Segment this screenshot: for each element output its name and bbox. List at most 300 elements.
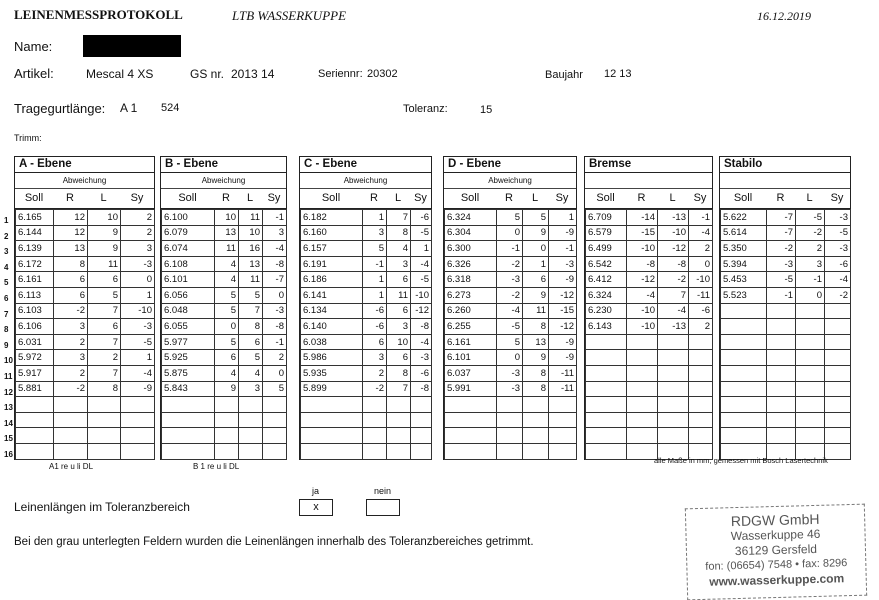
table-cell: -9 bbox=[549, 225, 577, 241]
section-subtitle: Abweichung bbox=[15, 173, 154, 189]
table-cell bbox=[215, 443, 239, 459]
table-cell bbox=[627, 412, 658, 428]
table-cell bbox=[54, 443, 88, 459]
table-row bbox=[445, 319, 577, 335]
table-row bbox=[16, 210, 155, 226]
table-cell: 6 bbox=[387, 272, 411, 288]
table-row bbox=[162, 428, 287, 444]
table-row bbox=[301, 365, 432, 381]
column-headers bbox=[300, 189, 431, 209]
table-row bbox=[301, 287, 432, 303]
table-cell: -3 bbox=[825, 241, 851, 257]
table-cell bbox=[387, 428, 411, 444]
table-cell: 5 bbox=[215, 334, 239, 350]
table-cell bbox=[523, 428, 549, 444]
table-cell: -4 bbox=[121, 365, 155, 381]
table-row bbox=[162, 443, 287, 459]
table-row bbox=[586, 397, 713, 413]
table-cell: 9 bbox=[523, 287, 549, 303]
table-row bbox=[586, 241, 713, 257]
table-row bbox=[721, 365, 851, 381]
table-row bbox=[445, 225, 577, 241]
table-cell: 2 bbox=[121, 225, 155, 241]
table-cell: 11 bbox=[387, 287, 411, 303]
table-cell bbox=[825, 412, 851, 428]
table-row bbox=[721, 225, 851, 241]
table-cell: 1 bbox=[121, 350, 155, 366]
table-row bbox=[301, 225, 432, 241]
table-cell bbox=[689, 381, 713, 397]
column-header: R bbox=[776, 192, 785, 204]
table-cell bbox=[162, 397, 215, 413]
table-cell bbox=[162, 412, 215, 428]
table-cell: 5 bbox=[88, 287, 121, 303]
table-cell: 3 bbox=[54, 350, 88, 366]
table-cell: -9 bbox=[121, 381, 155, 397]
ja-label: ja bbox=[312, 486, 320, 496]
table-row bbox=[16, 381, 155, 397]
table-cell: 6.182 bbox=[301, 210, 363, 226]
table-cell bbox=[689, 365, 713, 381]
table-cell: -2 bbox=[54, 381, 88, 397]
table-row bbox=[162, 319, 287, 335]
table-row bbox=[721, 256, 851, 272]
table-cell bbox=[586, 397, 627, 413]
table-row bbox=[162, 412, 287, 428]
table-cell bbox=[162, 428, 215, 444]
table-cell bbox=[796, 303, 825, 319]
column-header: L bbox=[806, 192, 813, 204]
table-cell bbox=[301, 397, 363, 413]
table-row bbox=[301, 412, 432, 428]
table-cell: 6.260 bbox=[445, 303, 497, 319]
table-cell bbox=[627, 397, 658, 413]
table-cell bbox=[767, 365, 796, 381]
table-cell: 6.172 bbox=[16, 256, 54, 272]
table-cell bbox=[54, 397, 88, 413]
table-cell: -11 bbox=[549, 365, 577, 381]
table-row bbox=[162, 397, 287, 413]
seriennr-value: 20302 bbox=[367, 68, 398, 80]
table-cell: -8 bbox=[263, 256, 287, 272]
table-row bbox=[16, 365, 155, 381]
table-row bbox=[301, 428, 432, 444]
table-cell: -8 bbox=[411, 381, 432, 397]
table-cell bbox=[523, 443, 549, 459]
table-cell bbox=[825, 365, 851, 381]
table-row bbox=[721, 350, 851, 366]
column-header: R bbox=[66, 192, 74, 204]
table-cell bbox=[658, 381, 689, 397]
seriennr-label: Seriennr: bbox=[318, 68, 363, 80]
table-cell bbox=[263, 397, 287, 413]
table-cell bbox=[121, 443, 155, 459]
table-cell: 6.048 bbox=[162, 303, 215, 319]
table-cell bbox=[16, 443, 54, 459]
column-header: L bbox=[394, 192, 402, 204]
table-cell bbox=[445, 428, 497, 444]
table-cell: -10 bbox=[658, 225, 689, 241]
table-row bbox=[162, 225, 287, 241]
table-cell: 4 bbox=[215, 256, 239, 272]
table-cell: 1 bbox=[523, 256, 549, 272]
table-cell: 11 bbox=[88, 256, 121, 272]
table-cell bbox=[586, 412, 627, 428]
table-cell: 5 bbox=[239, 350, 263, 366]
section-subtitle: Abweichung bbox=[300, 173, 431, 189]
table-cell bbox=[689, 397, 713, 413]
table-row bbox=[721, 210, 851, 226]
column-header: Soll bbox=[460, 192, 480, 204]
table-cell: -7 bbox=[263, 272, 287, 288]
table-row bbox=[162, 350, 287, 366]
table-cell: 2 bbox=[689, 319, 713, 335]
table-cell: 3 bbox=[363, 350, 387, 366]
table-cell: 9 bbox=[215, 381, 239, 397]
column-header: Sy bbox=[414, 192, 427, 204]
table-cell bbox=[721, 350, 767, 366]
table-cell: 11 bbox=[215, 241, 239, 257]
table-cell: 1 bbox=[363, 287, 387, 303]
table-cell bbox=[721, 334, 767, 350]
table-cell: -2 bbox=[796, 225, 825, 241]
table-cell bbox=[387, 397, 411, 413]
table-cell: 5 bbox=[497, 210, 523, 226]
table-cell: 5 bbox=[215, 287, 239, 303]
table-cell: -1 bbox=[767, 287, 796, 303]
table-cell: 6.273 bbox=[445, 287, 497, 303]
column-header: R bbox=[637, 192, 646, 204]
table-cell bbox=[88, 428, 121, 444]
table-cell: 7 bbox=[658, 287, 689, 303]
table-cell: 2 bbox=[54, 334, 88, 350]
table-cell: 4 bbox=[239, 365, 263, 381]
table-row bbox=[16, 443, 155, 459]
table-cell bbox=[796, 350, 825, 366]
table-row bbox=[301, 256, 432, 272]
table-cell bbox=[411, 443, 432, 459]
table-cell: 6.709 bbox=[586, 210, 627, 226]
table-cell bbox=[445, 412, 497, 428]
table-cell: 7 bbox=[239, 303, 263, 319]
table-cell: 1 bbox=[363, 210, 387, 226]
table-cell: 3 bbox=[121, 241, 155, 257]
table-row bbox=[445, 350, 577, 366]
table-cell: 6.499 bbox=[586, 241, 627, 257]
table-cell: 16 bbox=[239, 241, 263, 257]
table-cell: -6 bbox=[411, 365, 432, 381]
table-row bbox=[586, 272, 713, 288]
table-cell bbox=[301, 443, 363, 459]
table-cell bbox=[721, 428, 767, 444]
table-cell bbox=[767, 319, 796, 335]
row-number: 9 bbox=[4, 340, 9, 350]
column-header: Sy bbox=[130, 192, 144, 204]
table-cell: -5 bbox=[796, 210, 825, 226]
table-cell: -1 bbox=[796, 272, 825, 288]
table-cell: 6.412 bbox=[586, 272, 627, 288]
table-cell bbox=[721, 381, 767, 397]
table-row bbox=[162, 256, 287, 272]
table-row bbox=[162, 381, 287, 397]
table-row bbox=[301, 210, 432, 226]
table-row bbox=[301, 272, 432, 288]
table-cell: -8 bbox=[411, 319, 432, 335]
table-cell: -2 bbox=[825, 287, 851, 303]
table-cell bbox=[16, 397, 54, 413]
table-cell: 3 bbox=[796, 256, 825, 272]
table-cell: 6.106 bbox=[16, 319, 54, 335]
table-cell: 6.134 bbox=[301, 303, 363, 319]
table-row bbox=[586, 412, 713, 428]
table-cell: -2 bbox=[658, 272, 689, 288]
table-cell bbox=[689, 412, 713, 428]
table-row bbox=[586, 381, 713, 397]
table-cell: -2 bbox=[497, 287, 523, 303]
table-row bbox=[721, 397, 851, 413]
table-cell: 5.935 bbox=[301, 365, 363, 381]
column-header: Soll bbox=[321, 192, 341, 204]
table-cell: -3 bbox=[497, 272, 523, 288]
table-cell: 4 bbox=[215, 272, 239, 288]
table-cell bbox=[658, 397, 689, 413]
table-row bbox=[162, 210, 287, 226]
table-cell: 6.326 bbox=[445, 256, 497, 272]
table-cell bbox=[586, 443, 627, 459]
table-cell: 6.113 bbox=[16, 287, 54, 303]
table-cell: 13 bbox=[215, 225, 239, 241]
table-cell: -3 bbox=[263, 303, 287, 319]
table-cell: -3 bbox=[121, 256, 155, 272]
table-row bbox=[16, 225, 155, 241]
table-row bbox=[445, 272, 577, 288]
table-row bbox=[586, 319, 713, 335]
column-header: Sy bbox=[693, 192, 707, 204]
table-cell bbox=[658, 428, 689, 444]
table-cell bbox=[658, 334, 689, 350]
table-cell bbox=[825, 319, 851, 335]
table-cell: -11 bbox=[549, 381, 577, 397]
table-cell bbox=[658, 350, 689, 366]
table-cell bbox=[549, 443, 577, 459]
table-cell: 5.986 bbox=[301, 350, 363, 366]
table-cell bbox=[363, 397, 387, 413]
table-cell: -4 bbox=[658, 303, 689, 319]
table-cell: -2 bbox=[497, 256, 523, 272]
table-cell: 7 bbox=[88, 365, 121, 381]
section-title: C - Ebene bbox=[300, 157, 431, 173]
baujahr-value: 12 13 bbox=[604, 68, 632, 80]
nein-checkbox[interactable] bbox=[366, 499, 400, 516]
table-cell: 11 bbox=[523, 303, 549, 319]
column-headers bbox=[585, 189, 712, 209]
table-cell bbox=[549, 412, 577, 428]
table-cell bbox=[88, 443, 121, 459]
table-cell: -2 bbox=[54, 303, 88, 319]
table-row bbox=[445, 397, 577, 413]
table-cell: 3 bbox=[387, 256, 411, 272]
table-row bbox=[445, 210, 577, 226]
section-2 bbox=[299, 156, 432, 460]
table-cell bbox=[658, 365, 689, 381]
column-headers bbox=[720, 189, 850, 209]
table-cell: 5 bbox=[497, 334, 523, 350]
row-number: 7 bbox=[4, 309, 9, 319]
table-cell: -5 bbox=[411, 272, 432, 288]
table-cell: 6.160 bbox=[301, 225, 363, 241]
row-number: 1 bbox=[4, 216, 9, 225]
table-cell: -12 bbox=[411, 303, 432, 319]
table-cell: 3 bbox=[387, 319, 411, 335]
table-cell: 3 bbox=[363, 225, 387, 241]
section-subtitle: Abweichung bbox=[444, 173, 576, 189]
table-row bbox=[586, 334, 713, 350]
table-cell bbox=[215, 397, 239, 413]
table-cell: 5.899 bbox=[301, 381, 363, 397]
table-cell: 5.614 bbox=[721, 225, 767, 241]
table-cell bbox=[796, 334, 825, 350]
table-row bbox=[162, 272, 287, 288]
table-cell bbox=[239, 428, 263, 444]
table-cell bbox=[825, 428, 851, 444]
stamp-phone: fon: (06654) 7548 • fax: 8296 bbox=[705, 557, 848, 573]
table-cell: -13 bbox=[658, 319, 689, 335]
table-cell: 5.977 bbox=[162, 334, 215, 350]
table-cell: -10 bbox=[121, 303, 155, 319]
table-row bbox=[721, 428, 851, 444]
table-cell: 8 bbox=[523, 381, 549, 397]
table-cell: 8 bbox=[387, 225, 411, 241]
table-cell: -4 bbox=[825, 272, 851, 288]
table-row bbox=[445, 256, 577, 272]
column-header: L bbox=[669, 192, 676, 204]
table-cell: 7 bbox=[88, 334, 121, 350]
table-row bbox=[16, 412, 155, 428]
table-cell bbox=[497, 397, 523, 413]
table-cell bbox=[88, 412, 121, 428]
table-cell bbox=[825, 303, 851, 319]
row-numbers bbox=[4, 213, 13, 463]
table-cell: 13 bbox=[523, 334, 549, 350]
table-row bbox=[445, 365, 577, 381]
table-cell: 6.100 bbox=[162, 210, 215, 226]
table-cell bbox=[523, 397, 549, 413]
table-cell: 0 bbox=[263, 365, 287, 381]
table-cell bbox=[796, 397, 825, 413]
table-cell bbox=[767, 412, 796, 428]
toleranz-value: 15 bbox=[480, 104, 493, 116]
table-row bbox=[721, 241, 851, 257]
toleranz-line-label: Leinenlängen im Toleranzbereich bbox=[14, 500, 190, 514]
table-cell: 6.318 bbox=[445, 272, 497, 288]
table-cell: -12 bbox=[658, 241, 689, 257]
table-cell: -10 bbox=[627, 303, 658, 319]
table-cell: -1 bbox=[497, 241, 523, 257]
table-cell bbox=[301, 412, 363, 428]
section-5 bbox=[719, 156, 851, 460]
table-cell bbox=[689, 350, 713, 366]
table-cell bbox=[627, 428, 658, 444]
table-row bbox=[586, 287, 713, 303]
column-headers bbox=[444, 189, 576, 209]
table-cell: 1 bbox=[549, 210, 577, 226]
table-cell bbox=[239, 412, 263, 428]
table-cell: 8 bbox=[387, 365, 411, 381]
ja-checkbox[interactable]: x bbox=[299, 499, 333, 516]
row-number: 5 bbox=[4, 278, 9, 288]
table-cell: -9 bbox=[549, 350, 577, 366]
table-cell: -14 bbox=[627, 210, 658, 226]
section-1 bbox=[160, 156, 287, 460]
table-cell bbox=[796, 319, 825, 335]
table-cell: -12 bbox=[627, 272, 658, 288]
table-cell: 11 bbox=[239, 210, 263, 226]
table-cell bbox=[54, 412, 88, 428]
table-cell: 5.925 bbox=[162, 350, 215, 366]
table-cell: 1 bbox=[411, 241, 432, 257]
company-stamp bbox=[685, 504, 867, 600]
table-cell: -12 bbox=[549, 319, 577, 335]
table-cell: 6.157 bbox=[301, 241, 363, 257]
row-number: 14 bbox=[4, 418, 13, 428]
table-cell: 5.350 bbox=[721, 241, 767, 257]
table-cell: 6.055 bbox=[162, 319, 215, 335]
note-a: A1 re u li DL bbox=[49, 462, 94, 471]
table-row bbox=[16, 256, 155, 272]
table-cell bbox=[54, 428, 88, 444]
table-cell: -5 bbox=[767, 272, 796, 288]
table-cell: 6.161 bbox=[16, 272, 54, 288]
table-cell: -8 bbox=[263, 319, 287, 335]
table-cell: 7 bbox=[387, 381, 411, 397]
table-cell: 5 bbox=[263, 381, 287, 397]
table-cell: 6.103 bbox=[16, 303, 54, 319]
table-cell: -7 bbox=[767, 210, 796, 226]
table-cell bbox=[721, 365, 767, 381]
table-cell bbox=[586, 428, 627, 444]
table-cell: -2 bbox=[363, 381, 387, 397]
table-cell bbox=[215, 428, 239, 444]
table-cell: 5.523 bbox=[721, 287, 767, 303]
baujahr-label: Baujahr bbox=[545, 69, 583, 81]
table-cell: 12 bbox=[54, 225, 88, 241]
table-cell bbox=[497, 412, 523, 428]
table-cell: 2 bbox=[54, 365, 88, 381]
table-cell: 12 bbox=[54, 210, 88, 226]
table-cell bbox=[16, 428, 54, 444]
table-cell: 0 bbox=[497, 350, 523, 366]
table-cell: 4 bbox=[215, 365, 239, 381]
table-cell bbox=[689, 428, 713, 444]
table-row bbox=[586, 365, 713, 381]
table-cell bbox=[445, 397, 497, 413]
table-cell bbox=[627, 381, 658, 397]
table-cell: -7 bbox=[767, 225, 796, 241]
redacted-name bbox=[83, 35, 181, 57]
table-cell: -5 bbox=[497, 319, 523, 335]
table-cell: 8 bbox=[88, 381, 121, 397]
measurement-footnote: alle Maße in mm, gemessen mit Bosch Lasertechnik bbox=[654, 456, 828, 465]
table-row bbox=[721, 272, 851, 288]
table-cell: -11 bbox=[689, 287, 713, 303]
table-cell bbox=[263, 428, 287, 444]
table-cell: 6.143 bbox=[586, 319, 627, 335]
table-cell bbox=[721, 303, 767, 319]
table-cell: 9 bbox=[88, 241, 121, 257]
table-cell bbox=[445, 443, 497, 459]
table-cell: -1 bbox=[363, 256, 387, 272]
column-header: Soll bbox=[24, 192, 44, 204]
